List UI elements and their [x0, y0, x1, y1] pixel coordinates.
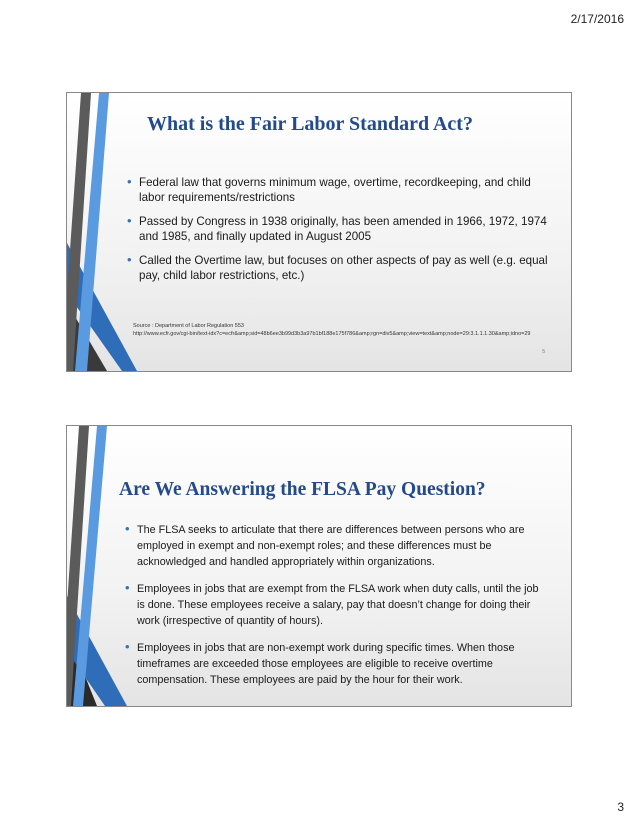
- page-date: 2/17/2016: [570, 12, 624, 26]
- bullet-list: [125, 522, 545, 699]
- slide-title: What is the Fair Labor Standard Act?: [147, 113, 473, 135]
- slide-number: 5: [542, 349, 545, 355]
- bullet-item: • Called the Overtime law, but focuses on other aspects of pay as well (e.g. equal pay, child labor restrictions, etc.): [127, 253, 557, 283]
- bullet-item: • Employees in jobs that are non-exempt work during specific times. When those timeframes are exceeded those employees are eligible to receive overtime compensation. These employees are paid by the hour for their work.: [125, 640, 545, 688]
- bullet-item: • Passed by Congress in 1938 originally, has been amended in 1966, 1972, 1974 and 1985, and finally updated in August 2005: [127, 214, 557, 244]
- bullet-item: • The FLSA seeks to articulate that there are differences between persons who are employed in exempt and non-exempt roles; and these differences must be acknowledged and handled appropriately within organizations.: [125, 522, 545, 570]
- bullet-item: • Employees in jobs that are exempt from the FLSA work when duty calls, until the job is done. These employees receive a salary, pay that doesn’t change for doing their work (irrespective of quantity of hours).: [125, 581, 545, 629]
- slide-title: Are We Answering the FLSA Pay Question?: [119, 479, 486, 500]
- source-url: http://www.ecfr.gov/cgi-bin/text-idx?c=ecfr&amp;sid=48b6ee3b99d3b3a97b1bf188e175f786&amp;rgn=div5&amp;view=text&amp;node=29:3.1.1.1.30&amp;idno=29: [133, 331, 531, 337]
- bullet-item: • Federal law that governs minimum wage, overtime, recordkeeping, and child labor requirements/restrictions: [127, 175, 557, 205]
- slide-flsa-pay-question: [66, 425, 572, 707]
- slide-what-is-flsa: [66, 92, 572, 372]
- source-citation: [133, 322, 531, 338]
- bullet-list: [127, 175, 557, 292]
- page-number: 3: [617, 800, 624, 814]
- source-label: Source : Department of Labor Regulation 553: [133, 323, 244, 329]
